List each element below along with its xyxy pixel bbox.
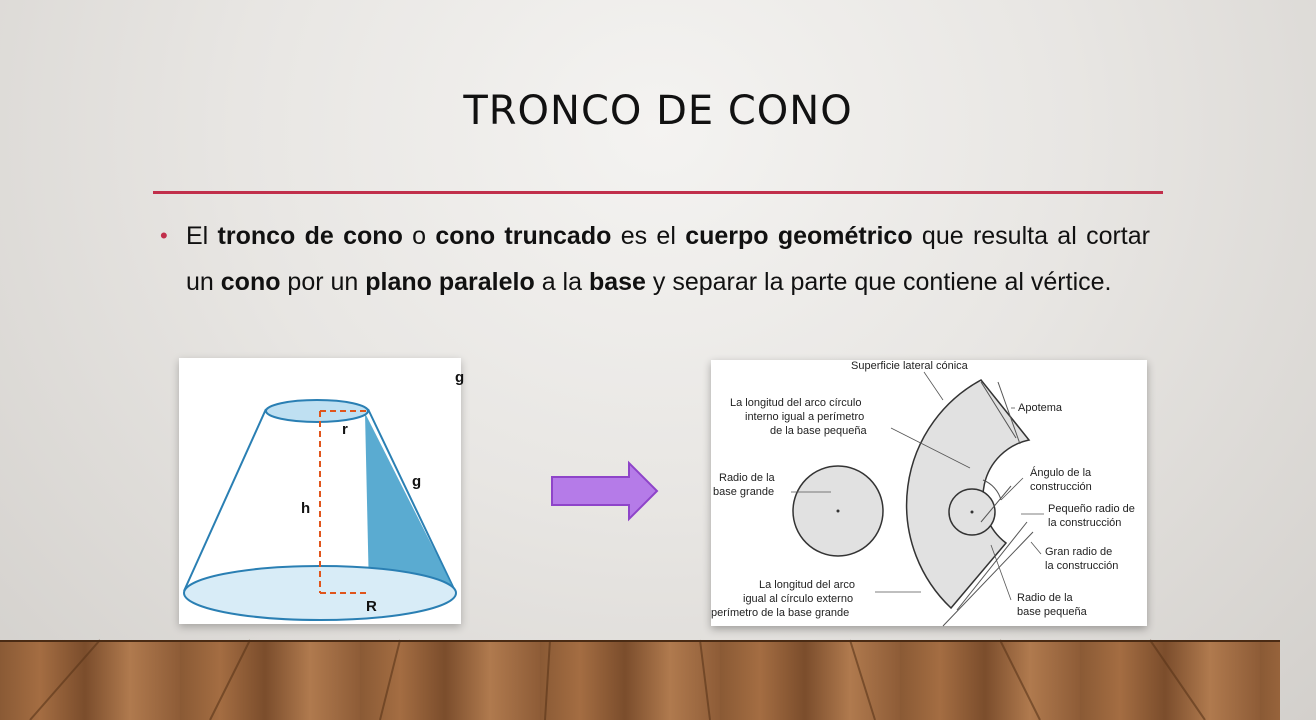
- bullet-text: [186, 213, 1150, 305]
- label-arco-interno-3: de la base pequeña: [770, 425, 867, 437]
- floor-planks: [0, 640, 1280, 720]
- bullet-segment: a la: [534, 268, 589, 296]
- bullet-segment: es el: [611, 222, 686, 250]
- development-diagram: [711, 360, 1147, 626]
- bullet-segment: plano paralelo: [365, 268, 535, 296]
- label-h: h: [301, 500, 311, 517]
- bullet-segment: cuerpo geométrico: [685, 222, 913, 250]
- label-arco-externo-2: igual al círculo externo: [743, 593, 854, 605]
- bullet-segment: cono: [220, 268, 281, 296]
- frustum-figure: [179, 358, 465, 624]
- frustum-diagram: [179, 358, 465, 624]
- label-radio-pequena-1: Radio de la: [1017, 592, 1073, 604]
- title-divider: [153, 191, 1163, 194]
- label-apotema: Apotema: [1018, 402, 1063, 414]
- bullet-segment: tronco de cono: [217, 222, 403, 250]
- label-superficie: Superficie lateral cónica: [851, 360, 968, 372]
- label-radio-grande-1: Radio de la: [719, 472, 775, 484]
- bullet-segment: cono truncado: [435, 222, 612, 250]
- right-arrow-icon: [551, 462, 661, 522]
- label-gran-radio-1: Gran radio de: [1045, 546, 1113, 558]
- label-arco-externo-3: perímetro de la base grande: [711, 607, 850, 619]
- label-corner-g: g: [455, 369, 465, 386]
- label-pequeno-radio-2: la construcción: [1048, 517, 1122, 529]
- label-arco-interno-2: interno igual a perímetro: [745, 411, 865, 423]
- bullet-segment: por un: [280, 268, 366, 296]
- label-pequeno-radio-1: Pequeño radio de: [1048, 503, 1135, 515]
- bullet-segment: que resulta al cortar un: [186, 222, 1150, 296]
- bullet-paragraph: [160, 213, 1150, 305]
- label-arco-externo-1: La longitud del arco: [759, 579, 856, 591]
- label-angulo-1: Ángulo de la: [1030, 467, 1092, 479]
- bullet-segment: base: [588, 268, 646, 296]
- label-g: g: [412, 473, 422, 490]
- label-angulo-2: construcción: [1030, 481, 1092, 493]
- wood-floor: [0, 640, 1280, 720]
- bullet-segment: El: [186, 222, 218, 250]
- bullet-segment: y separar la parte que contiene al vértice.: [645, 268, 1112, 296]
- label-gran-radio-2: la construcción: [1045, 560, 1119, 572]
- label-arco-interno-1: La longitud del arco círculo: [730, 397, 862, 409]
- bullet-segment: o: [402, 222, 436, 250]
- label-r: r: [342, 421, 348, 438]
- label-radio-grande-2: base grande: [713, 486, 775, 498]
- label-radio-pequena-2: base pequeña: [1017, 606, 1087, 618]
- slide-title: TRONCO DE CONO: [463, 88, 853, 134]
- label-R: R: [366, 598, 377, 615]
- bullet-dot: •: [160, 223, 168, 248]
- frustum-development-figure: [711, 360, 1147, 626]
